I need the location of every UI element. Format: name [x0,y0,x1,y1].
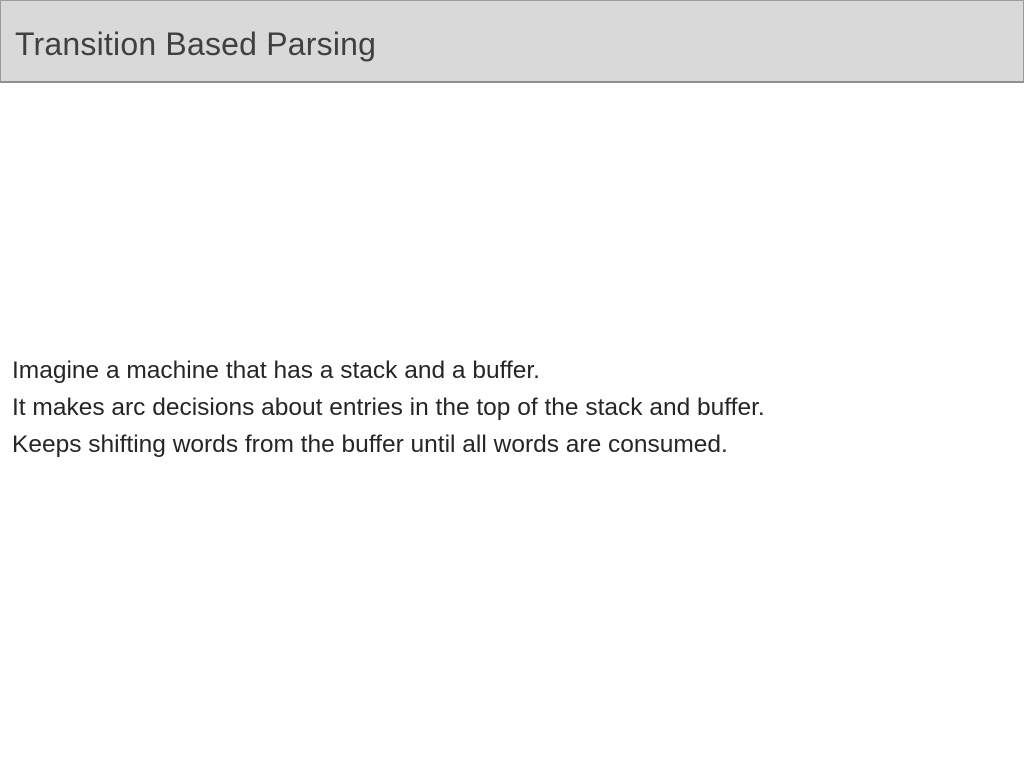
slide-title: Transition Based Parsing [15,25,377,62]
slide-title-bar [0,0,1024,83]
body-line-3: Keeps shifting words from the buffer until all words are consumed. [12,431,728,458]
body-line-2: It makes arc decisions about entries in the top of the stack and buffer. [12,394,765,421]
body-line-1: Imagine a machine that has a stack and a buffer. [12,357,540,384]
slide-body [12,352,1002,463]
